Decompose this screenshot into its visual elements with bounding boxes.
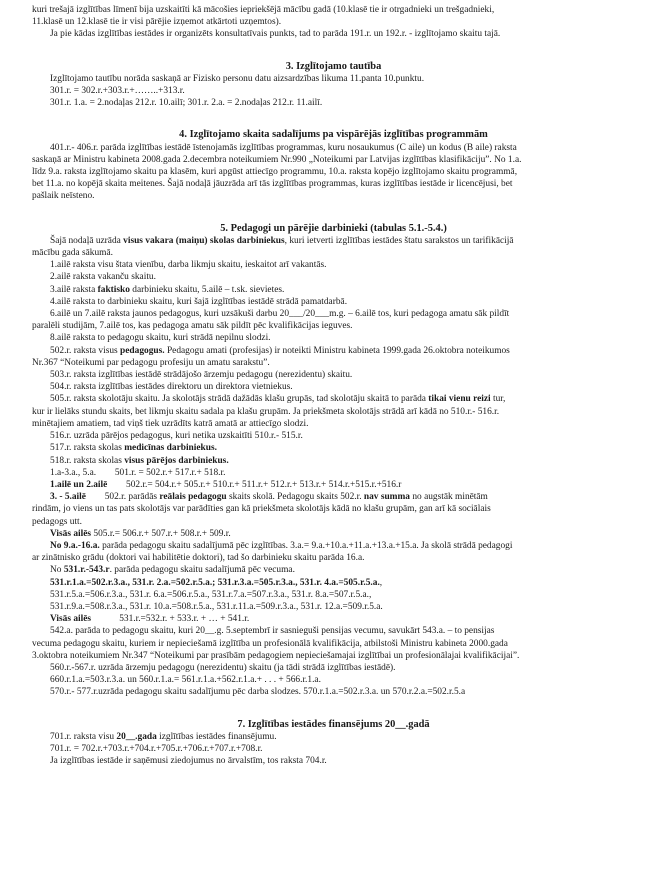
text-run: 518.r. raksta skolas xyxy=(50,455,125,466)
section-3-heading: 3. Izglītojamo tautība xyxy=(285,60,382,72)
text-run: 505.r. raksta skolotāju skaitu. Ja skolotājs strādā dažādās klašu grupās, tad skolotāju skaitā to parāda xyxy=(50,394,429,405)
section-4-body xyxy=(32,142,635,203)
text-run: Šajā nodaļā uzrāda xyxy=(50,235,124,246)
text-run: darbinieku skaitu, 5.ailē – t.sk. sievietes. xyxy=(129,284,285,295)
text-line xyxy=(32,442,635,454)
bold-text: visus pārējos darbiniekus. xyxy=(124,455,229,466)
text-line xyxy=(32,271,635,283)
text-line xyxy=(32,589,635,601)
text-line: Izglītojamo tautību norāda saskaņā ar Fizisko personu datu aizsardzības likuma 11.panta 10.punktu. xyxy=(50,73,425,84)
section-5-heading: 5. Pedagogi un pārējie darbinieki (tabulas 5.1.-5.4.) xyxy=(220,222,447,234)
text-line xyxy=(32,406,635,418)
text-line xyxy=(32,430,635,442)
text-run: paralēli studijām, 7.ailē tos, kas pedagoga amatu sāk pildīt pēc kvalifikācijas ieguves. xyxy=(32,321,353,332)
bold-text: visus vakara (maiņu) skolas darbiniekus xyxy=(123,235,285,246)
bold-text: 531.r.1.a.=502.r.3.a., 531.r. 2.a.=502.r.5.a.; 531.r.3.a.=505.r.3.a., 531.r. 4.a.=505.r.5.a. xyxy=(50,577,380,588)
text-run: 8.ailē raksta to pedagogu skaitu, kuri strādā nepilnu slodzi. xyxy=(50,333,271,344)
bold-text: nav summa xyxy=(363,492,410,503)
text-line xyxy=(32,247,635,259)
text-line xyxy=(32,577,635,589)
bold-text: Visās ailēs xyxy=(50,528,92,539)
bold-text: 3. - 5.ailē xyxy=(50,492,86,503)
text-run: 517.r. raksta skolas xyxy=(50,443,125,454)
text-run: 531.r.9.a.=508.r.3.a., 531.r. 10.a.=508.r.5.a., 531.r.11.a.=509.r.3.a., 531.r. 12.a.=509.r.5.a. xyxy=(50,601,383,612)
text-run: no augstāk minētām xyxy=(410,492,488,503)
text-run: parāda pedagogu skaitu sadalījumā pēc izglītības. 3.a.= 9.a.+10.a.+11.a.+13.a.+15.a. Ja skolā strādā pedagogi xyxy=(99,540,513,551)
text-run: 502.r.= 504.r.+ 505.r.+ 510.r.+ 511.r.+ 512.r.+ 513.r.+ 514.r.+515.r.+516.r xyxy=(107,479,402,490)
text-run: 3.ailē raksta xyxy=(50,284,98,295)
text-line xyxy=(32,259,635,271)
section-5-body xyxy=(32,235,635,699)
text-run: , xyxy=(379,577,383,588)
text-line xyxy=(32,467,635,479)
text-line xyxy=(32,320,635,332)
text-run: tur, xyxy=(490,394,506,405)
text-run: 701.r. = 702.r.+703.r.+704.r.+705.r.+706.r.+707.r.+708.r. xyxy=(50,743,263,754)
text-line xyxy=(32,503,635,515)
bold-text: 531.r.-543.r xyxy=(63,565,110,576)
text-line xyxy=(32,393,635,405)
text-run: 701.r. raksta visu xyxy=(50,731,117,742)
text-run: 531.r.5.a.=506.r.3.a., 531.r. 6.a.=506.r.5.a., 531.r.7.a.=507.r.3.a., 531.r. 8.a.=507.r.5.a., xyxy=(50,589,372,600)
text-line xyxy=(32,564,635,576)
text-line xyxy=(32,601,635,613)
text-line xyxy=(32,743,635,755)
bold-text: 1.ailē un 2.ailē xyxy=(50,479,108,490)
text-line xyxy=(32,479,635,491)
text-run: 560.r.-567.r. uzrāda ārzemju pedagogu (nerezidentu) skaitu (ja tādi strādā izglītības iestādē). xyxy=(50,662,396,673)
text-run: Ja izglītības iestāde ir saņēmusi ziedojumus no ārvalstīm, tos raksta 704.r. xyxy=(50,756,327,767)
text-run: 6.ailē un 7.ailē raksta jaunos pedagogus, kuri uzsākuši darbu 20___/20___m.g. – 6.ailē tos, kuri pedagoga amatu sāk pildīt xyxy=(50,309,510,320)
text-line: 301.r. = 302.r.+303.r.+……..+313.r. xyxy=(50,86,185,97)
text-run: 504.r. raksta izglītības iestādes direktoru un direktora vietniekus. xyxy=(50,382,293,393)
text-line xyxy=(32,357,635,369)
text-line: bet 11.a. no kopējā skaita meitenes. Šajā nodaļā jāuzrāda arī tās izglītības programmas, kuras izglītības iestāde ir licencējusi, bet xyxy=(32,179,513,190)
text-line xyxy=(32,662,635,674)
text-run: rindām, jo viens un tas pats skolotājs var parādīties gan kā priekšmeta skolotājs kādā no klašu grupām, gan arī kā sociālais xyxy=(32,504,491,515)
text-line xyxy=(32,345,635,357)
text-run: 570.r.- 577.r.uzrāda pedagogu skaitu sadalījumu pēc darba slodzes. 570.r.1.a.=502.r.3.a. un 570.r.2.a.=502.r.5.a xyxy=(50,687,466,698)
text-line xyxy=(32,516,635,528)
text-line: līdz 9.a. raksta izglītojamo skaitu pa klasēm, kuri apgūst attiecīgo programmu, 10.a. raksta kopējo izglītojamo skaitu programmā, xyxy=(32,167,518,178)
text-line xyxy=(32,332,635,344)
text-line: saskaņā ar Ministru kabineta 2008.gada 2.decembra noteikumiem Nr.990 „Noteikumi par Latvijas izglītības klasifikāciju”. No 1.a. xyxy=(32,154,522,165)
text-run: 4.ailē raksta to darbinieku skaitu, kuri šajā izglītības iestādē strādā pamatdarbā. xyxy=(50,296,348,307)
bold-text: medicīnas darbiniekus. xyxy=(124,443,217,454)
text-run: 660.r.1.a.=503.r.3.a. un 560.r.1.a.= 561.r.1.a.+562.r.1.a.+ . . . + 566.r.1.a. xyxy=(50,675,321,686)
text-line xyxy=(32,674,635,686)
text-line: 301.r. 1.a. = 2.nodaļas 212.r. 10.ailī; 301.r. 2.a. = 2.nodaļas 212.r. 11.ailī. xyxy=(50,98,323,109)
text-run: No xyxy=(50,565,64,576)
text-line xyxy=(32,296,635,308)
text-run: . parāda pedagogu skaitu sadalījumā pēc vecuma. xyxy=(109,565,295,576)
text-run: minētajiem amatiem, tad viņš tiek uzrādīts katrā amatā ar attiecīgo slodzi. xyxy=(32,418,309,429)
text-line xyxy=(32,686,635,698)
text-run: 2.ailē raksta vakanču skaitu. xyxy=(50,272,156,283)
text-run: ar zinātnisko grādu (doktori vai habilitētie doktori), tad šo darbinieku skaitu parāda 16.a. xyxy=(32,553,365,564)
text-line xyxy=(32,613,635,625)
text-run: , kuri ietverti izglītības iestādes štatu sarakstos un tarifikācijā xyxy=(284,235,514,246)
text-line xyxy=(32,455,635,467)
text-line xyxy=(32,731,635,743)
bold-text: tikai vienu reizi xyxy=(428,394,491,405)
section-7-heading: 7. Izglītības iestādes finansējums 20__.gadā xyxy=(237,718,430,730)
text-line xyxy=(32,540,635,552)
text-line xyxy=(32,308,635,320)
text-line xyxy=(32,235,635,247)
text-run: 502.r. parādās xyxy=(85,492,160,503)
text-run: pedagogs utt. xyxy=(32,516,82,527)
text-line xyxy=(32,552,635,564)
text-run: 516.r. uzrāda pārējos pedagogus, kuri netika uzskaitīti 510.r.- 515.r. xyxy=(50,431,303,442)
text-run: 503.r. raksta izglītības iestādē strādājošo ārzemju pedagogu (nerezidentu) skaitu. xyxy=(50,370,353,381)
text-run: 542.a. parāda to pedagogu skaitu, kuri 20__.g. 5.septembrī ir sasnieguši pensijas vecumu, savukārt 543.a. – to pensijas xyxy=(50,626,495,637)
text-line: pašlaik neīsteno. xyxy=(32,191,95,202)
text-run: 3.oktobra noteikumiem Nr.347 “Noteikumi par prasībām pedagogiem nepieciešamajai izglītībai un profesionālajai kvalifikācijai”. xyxy=(32,650,520,661)
text-run: vecuma pedagogu skaitu, kuriem ir nepieciešamā izglītība un profesionālā kvalifikācija, atbilstoši Ministru kabineta 2000.gada xyxy=(32,638,508,649)
text-run: Pedagogu amati (profesijas) ir noteikti Ministru kabineta 1999.gada 26.oktobra noteikumos xyxy=(164,345,510,356)
text-line xyxy=(32,755,635,767)
bold-text: 20__.gada xyxy=(116,731,157,742)
section-4-heading: 4. Izglītojamo skaita sadalījums pa vispārējās izglītības programmām xyxy=(179,129,488,141)
intro-block xyxy=(32,4,635,41)
text-run: 531.r.=532.r. + 533.r. + … + 541.r. xyxy=(91,614,250,625)
text-line: 11.klasē un 12.klasē tie ir visi pārējie izņemot atkārtoti uzņemtos). xyxy=(32,17,282,28)
text-run: mācību gada sākumā. xyxy=(32,248,113,259)
text-run: 1.ailē raksta visu štata vienību, darba likmju skaitu, ieskaitot arī vakantās. xyxy=(50,260,327,271)
section-7-body xyxy=(32,731,635,768)
text-run: 505.r.= 506.r.+ 507.r.+ 508.r.+ 509.r. xyxy=(91,528,231,539)
text-line: kuri trešajā izglītības līmenī bija uzskaitīti kā mācošies iepriekšējā mācību gadā (10.klasē tie ir otrgadnieki un trešgadnieki, xyxy=(32,5,495,15)
text-run: Nr.367 “Noteikumi par pedagogu profesiju un amatu sarakstu”. xyxy=(32,357,270,368)
text-run: izglītības iestādes finansējumu. xyxy=(156,731,277,742)
text-run: skaits skolā. Pedagogu skaits 502.r. xyxy=(226,492,364,503)
text-line xyxy=(32,491,635,503)
text-line xyxy=(32,369,635,381)
bold-text: Visās ailēs xyxy=(50,614,92,625)
text-line: Ja pie kādas izglītības iestādes ir organizēts konsultatīvais punkts, tad to parāda 191.r. un 192.r. - izglītojamo skaitu tajā. xyxy=(50,29,501,40)
text-line: 401.r.- 406.r. parāda izglītības iestādē īstenojamās izglītības programmas, kuru nosaukumus (C aile) un kodus (B aile) raksta xyxy=(50,142,517,153)
text-run: kur ir lielāks stundu skaits, bet likmju skaitu sadala pa klašu grupām. Ja priekšmeta skolotājs strādā arī kādā no 510.r.- 516.r. xyxy=(32,406,500,417)
bold-text: pedagogus. xyxy=(120,345,165,356)
text-line xyxy=(32,381,635,393)
text-line xyxy=(32,638,635,650)
text-line xyxy=(32,528,635,540)
text-line xyxy=(32,650,635,662)
text-run: 1.a-3.a., 5.a. 501.r. = 502.r.+ 517.r.+ 518.r. xyxy=(50,467,226,478)
text-line xyxy=(32,284,635,296)
text-run: 502.r. raksta visus xyxy=(50,345,121,356)
text-line xyxy=(32,625,635,637)
bold-text: faktisko xyxy=(97,284,130,295)
text-line xyxy=(32,418,635,430)
bold-text: No 9.a.-16.a. xyxy=(50,540,100,551)
bold-text: reālais pedagogu xyxy=(159,492,227,503)
